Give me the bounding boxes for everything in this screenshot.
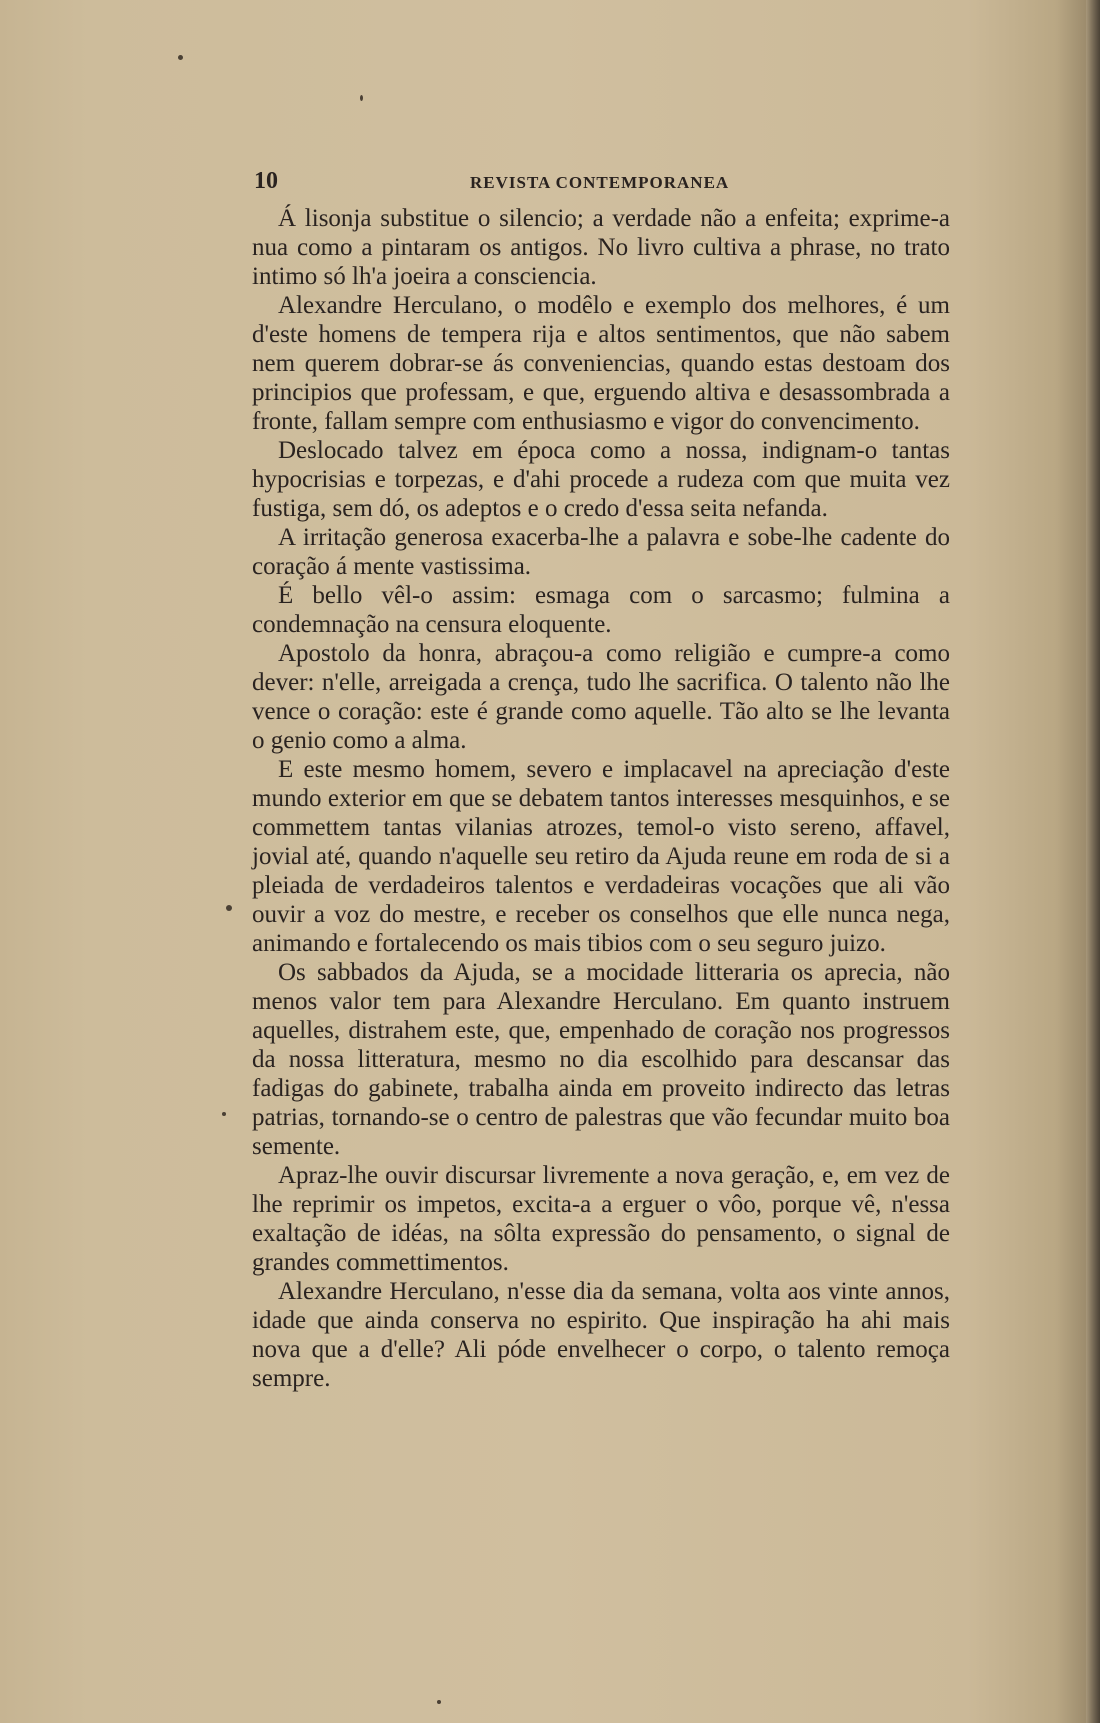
paragraph: Apostolo da honra, abraçou-a como religião e cumpre-a como dever: n'elle, arreigada a crença, tudo lhe sacrifica. O talento não lhe vence o coração: este é grande como aquelle. Tão alto se lhe levanta o genio como a alma. xyxy=(252,640,950,754)
page-edge-shadow xyxy=(1086,0,1100,1723)
paper-speck xyxy=(437,1700,441,1704)
paragraph: É bello vêl-o assim: esmaga com o sarcasmo; fulmina a condemnação na censura eloquente. xyxy=(252,582,950,638)
paragraph: Á lisonja substitue o silencio; a verdade não a enfeita; exprime-a nua como a pintaram os antigos. No livro cultiva a phrase, no trato intimo só lh'a joeira a consciencia. xyxy=(252,205,950,290)
page-number: 10 xyxy=(254,168,278,194)
paragraph: Alexandre Herculano, o modêlo e exemplo dos melhores, é um d'este homens de tempera rija e altos sentimentos, que não sabem nem querem dobrar-se ás conveniencias, quando estas destoam dos principios que professam, e que, erguendo altiva e desassombrada a fronte, fallam sempre com enthusiasmo e vigor do convencimento. xyxy=(252,292,950,435)
paragraph: Apraz-lhe ouvir discursar livremente a nova geração, e, em vez de lhe reprimir os impetos, excita-a a erguer o vôo, porque vê, n'essa exaltação de idéas, na sôlta expressão do pensamento, o signal de grandes commettimentos. xyxy=(252,1162,950,1276)
body-text xyxy=(252,204,950,1393)
paper-speck xyxy=(360,95,363,101)
paper-speck xyxy=(178,55,183,60)
page-header xyxy=(254,168,954,198)
paper-speck xyxy=(226,905,232,911)
paragraph: Os sabbados da Ajuda, se a mocidade litteraria os aprecia, não menos valor tem para Alexandre Herculano. Em quanto instruem aquelles, distrahem este, que, empenhado de coração nos progressos da nossa litteratura, mesmo no dia escolhido para descansar das fadigas do gabinete, trabalha ainda em proveito indirecto das letras patrias, tornando-se o centro de palestras que vão fecundar muito boa semente. xyxy=(252,959,950,1160)
paragraph: A irritação generosa exacerba-lhe a palavra e sobe-lhe cadente do coração á mente vastissima. xyxy=(252,524,950,580)
paragraph: Alexandre Herculano, n'esse dia da semana, volta aos vinte annos, idade que ainda conserva no espirito. Que inspiração ha ahi mais nova que a d'elle? Ali póde envelhecer o corpo, o talento remoça sempre. xyxy=(252,1278,950,1392)
paragraph: E este mesmo homem, severo e implacavel na apreciação d'este mundo exterior em que se debatem tantos interesses mesquinhos, e se commettem tantas vilanias atrozes, temol-o visto sereno, affavel, jovial até, quando n'aquelle seu retiro da Ajuda reune em roda de si a pleiada de verdadeiros talentos e verdadeiras vocações que ali vão ouvir a voz do mestre, e receber os conselhos que elle nunca nega, animando e fortalecendo os mais tibios com o seu seguro juizo. xyxy=(252,756,950,957)
paper-speck xyxy=(222,1112,226,1116)
paragraph: Deslocado talvez em época como a nossa, indignam-o tantas hypocrisias e torpezas, e d'ahi procede a rudeza com que muita vez fustiga, sem dó, os adeptos e o credo d'essa seita nefanda. xyxy=(252,437,950,522)
running-title: REVISTA CONTEMPORANEA xyxy=(470,173,730,192)
